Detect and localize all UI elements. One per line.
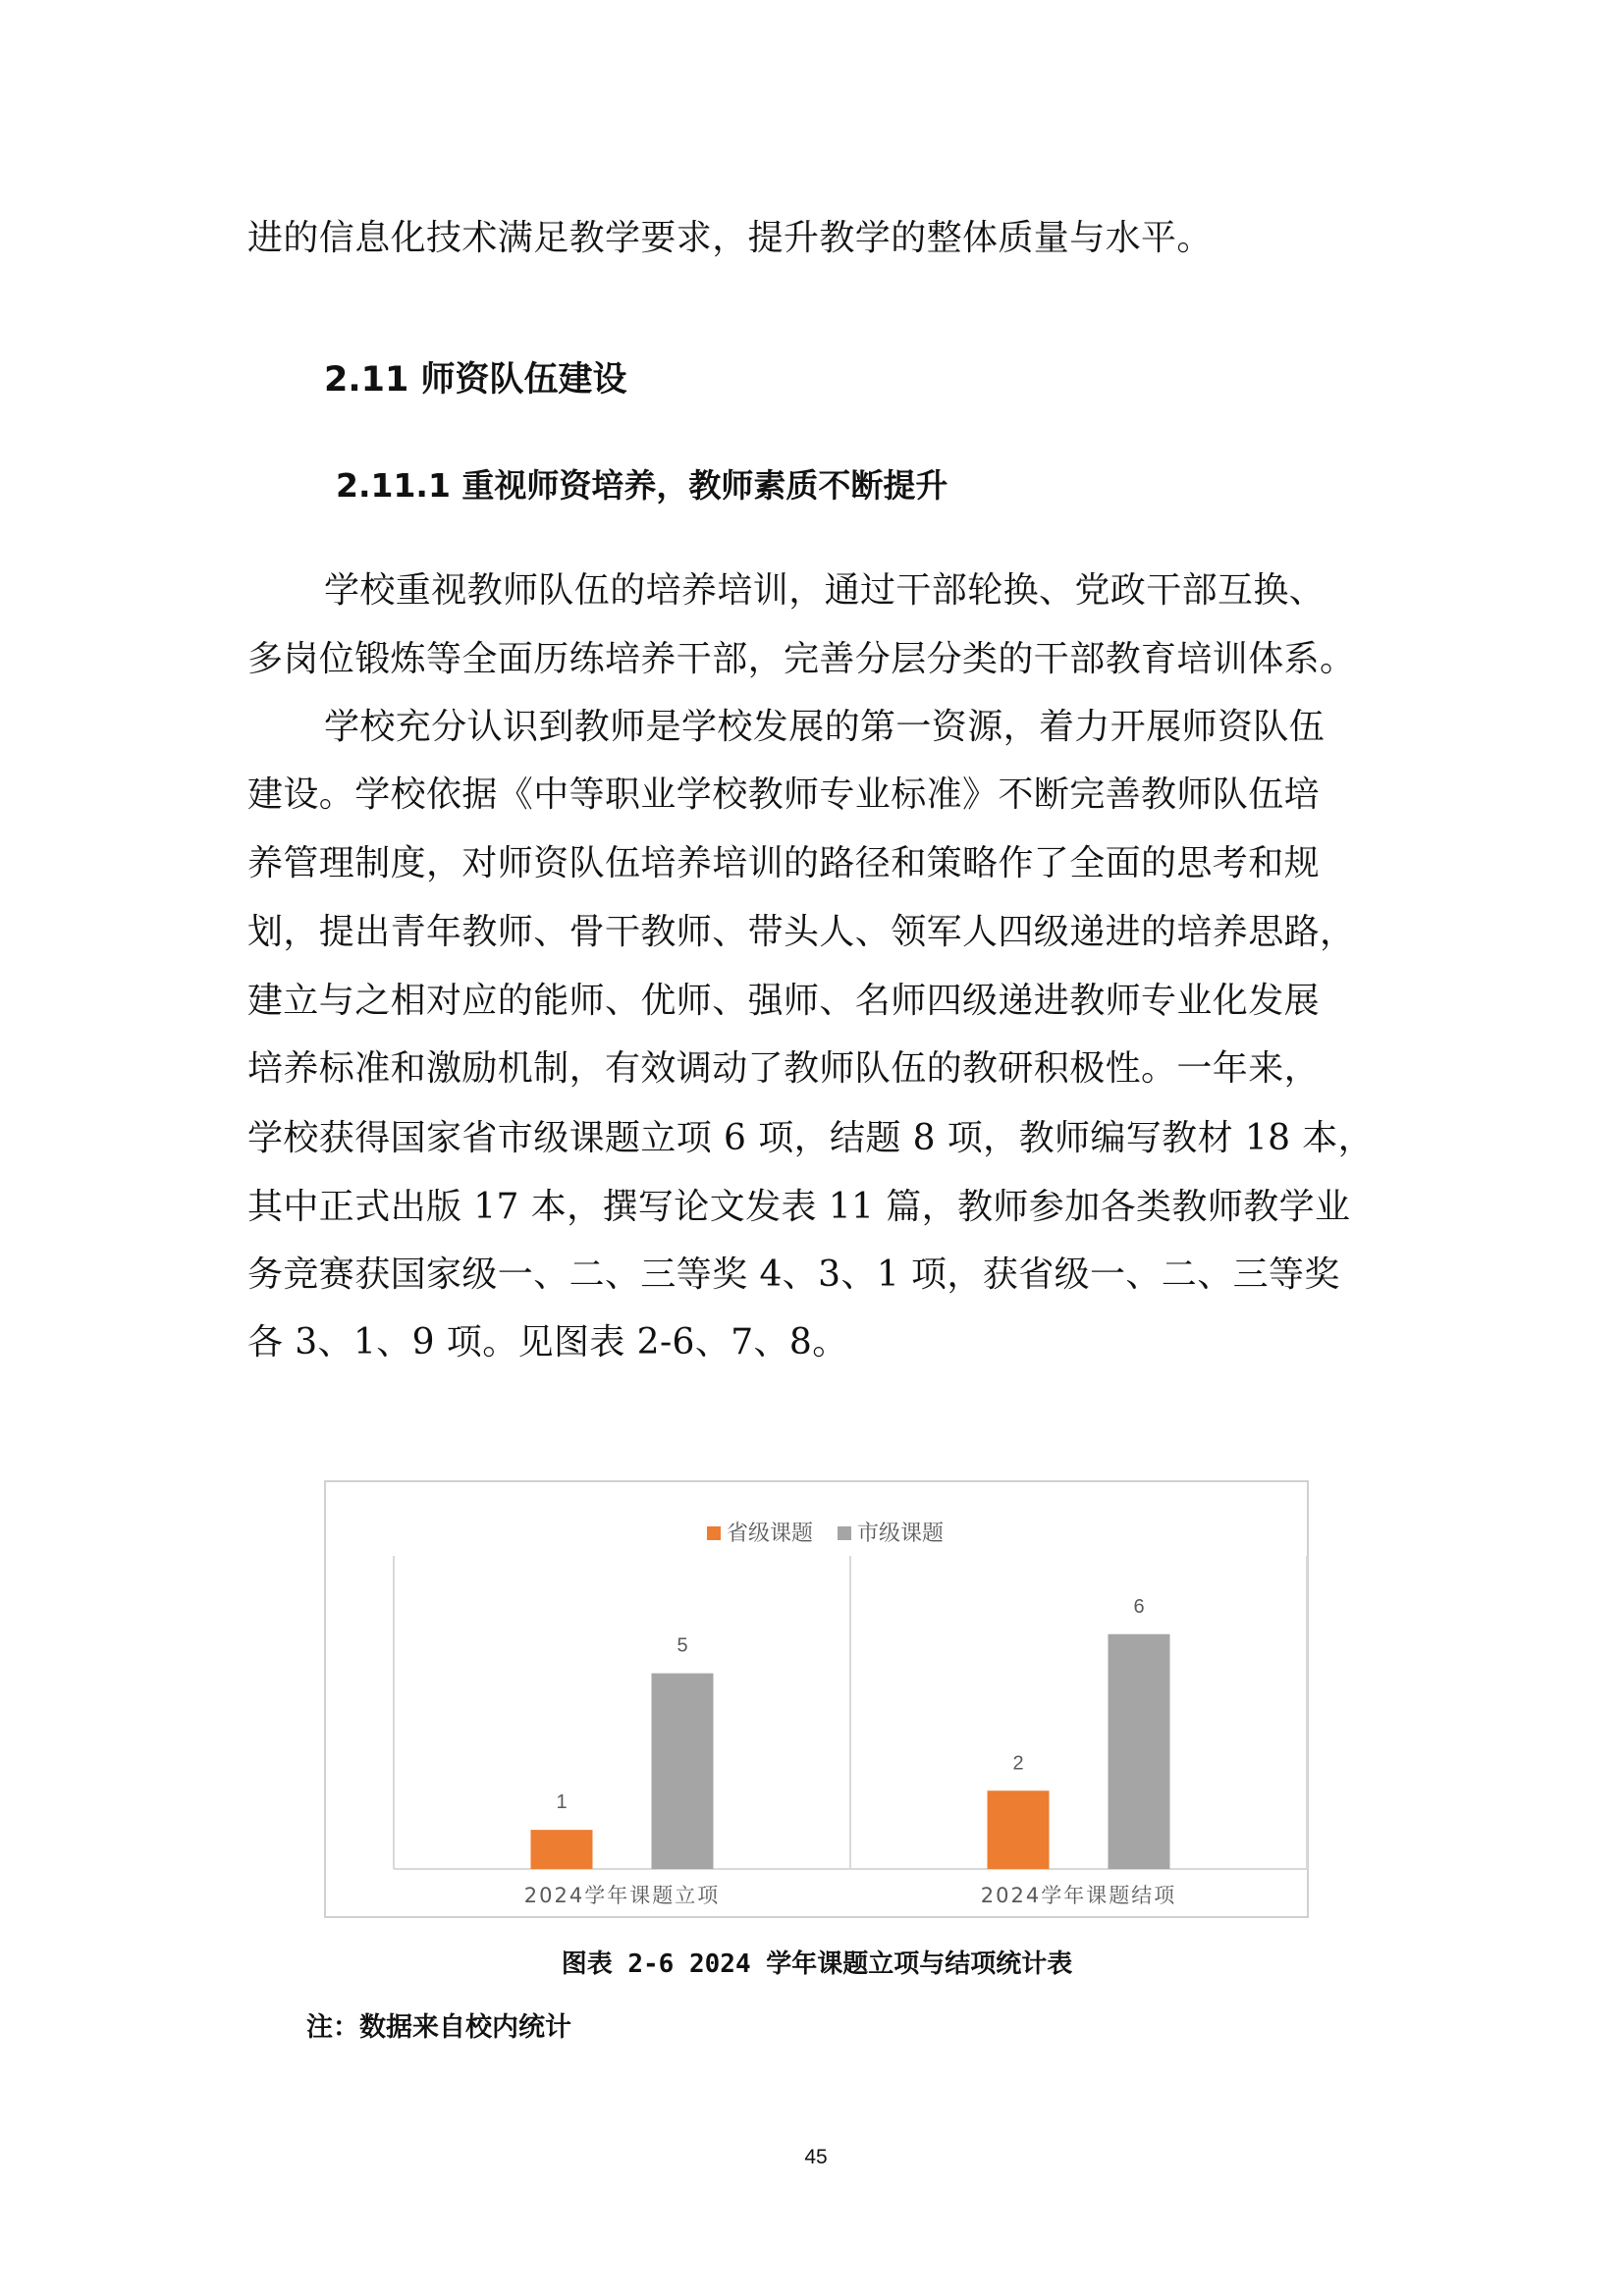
bar-provincial (988, 1790, 1050, 1869)
legend-label: 市级课题 (857, 1522, 945, 1546)
section-heading: 2.11 师资队伍建设 (324, 360, 627, 400)
legend-swatch (838, 1526, 851, 1540)
paragraph-line: 其中正式出版 17 本，撰写论文发表 11 篇，教师参加各类教师教学业 (247, 1187, 1351, 1227)
bar-chart (326, 1482, 1311, 1920)
data-label: 1 (556, 1791, 568, 1814)
paragraph-line: 多岗位锻炼等全面历练培养干部，完善分层分类的干部教育培训体系。 (247, 639, 1356, 679)
data-label: 6 (1133, 1595, 1145, 1618)
bar-municipal (1109, 1634, 1170, 1869)
chart-frame (324, 1480, 1309, 1918)
paragraph-line: 养管理制度，对师资队伍培养培训的路径和策略作了全面的思考和规 (247, 843, 1321, 883)
intro-line: 进的信息化技术满足教学要求，提升教学的整体质量与水平。 (247, 218, 1213, 258)
paragraph-line: 学校重视教师队伍的培养培训，通过干部轮换、党政干部互换、 (324, 570, 1326, 611)
data-label: 2 (1012, 1752, 1024, 1775)
figure-caption: 图表 2-6 2024 学年课题立项与结项统计表 (561, 1949, 1073, 1979)
x-tick-label: 2024学年课题立项 (523, 1884, 721, 1907)
paragraph-line: 各 3、1、9 项。见图表 2-6、7、8。 (247, 1322, 848, 1362)
paragraph-line: 培养标准和激励机制，有效调动了教师队伍的教研积极性。一年来， (247, 1048, 1321, 1089)
paragraph-line: 划，提出青年教师、骨干教师、带头人、领军人四级递进的培养思路， (247, 912, 1356, 952)
paragraph-line: 建立与之相对应的能师、优师、强师、名师四级递进教师专业化发展 (247, 981, 1321, 1021)
legend-swatch (707, 1526, 721, 1540)
bar-provincial (531, 1830, 593, 1869)
page-number: 45 (804, 2146, 828, 2168)
bar-municipal (652, 1674, 714, 1869)
paragraph-line: 学校获得国家省市级课题立项 6 项，结题 8 项，教师编写教材 18 本， (247, 1118, 1375, 1158)
data-label: 5 (677, 1634, 688, 1657)
paragraph-line: 建设。学校依据《中等职业学校教师专业标准》不断完善教师队伍培 (247, 774, 1321, 815)
figure-note: 注：数据来自校内统计 (306, 2012, 571, 2043)
x-tick-label: 2024学年课题结项 (980, 1884, 1177, 1907)
subsection-heading: 2.11.1 重视师资培养，教师素质不断提升 (336, 466, 948, 505)
paragraph-line: 务竞赛获国家级一、二、三等奖 4、3、1 项，获省级一、二、三等奖 (247, 1255, 1340, 1295)
paragraph-line: 学校充分认识到教师是学校发展的第一资源，着力开展师资队伍 (324, 707, 1326, 747)
legend-label: 省级课题 (727, 1522, 814, 1546)
